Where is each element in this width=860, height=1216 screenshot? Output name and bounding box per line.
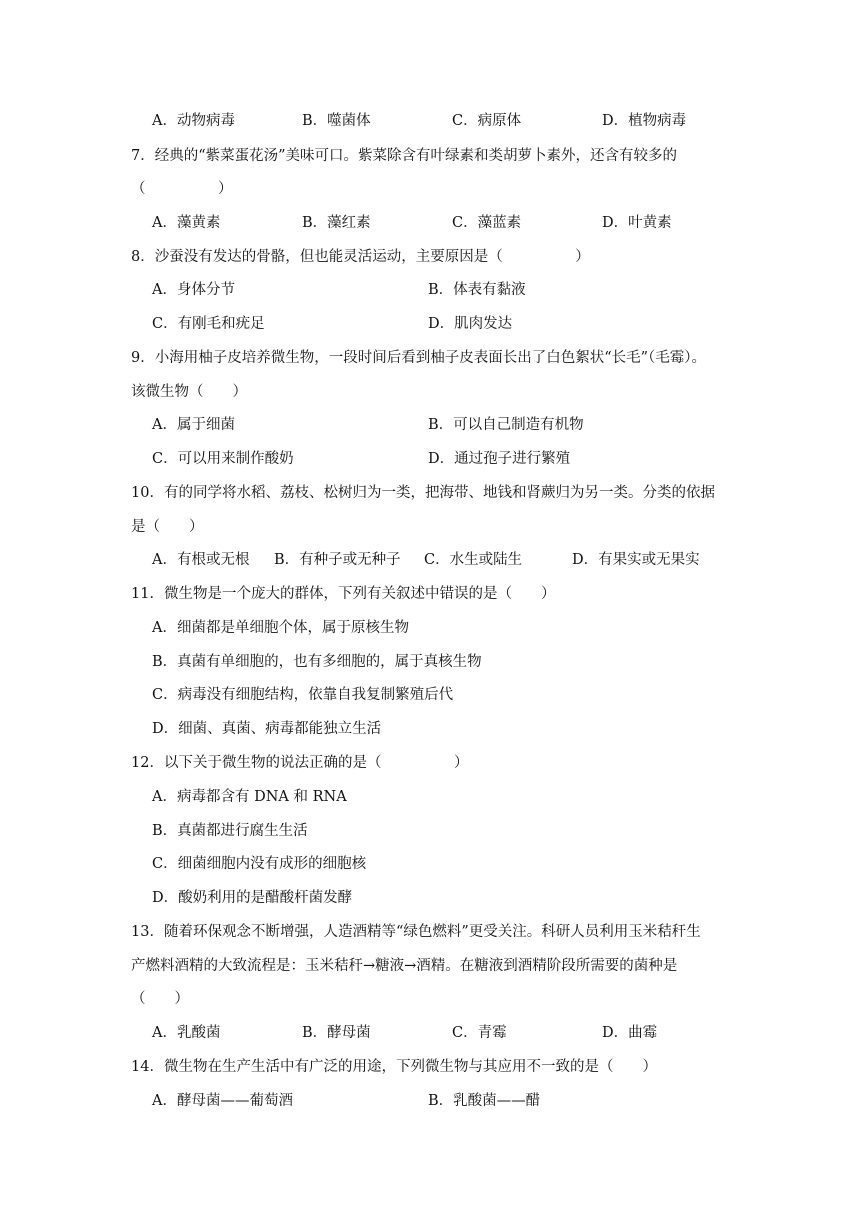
q13-option-a: A．乳酸菌 bbox=[152, 1025, 221, 1041]
q9-options-row1 bbox=[152, 415, 584, 435]
q9-stem-cont: 该微生物（ ） bbox=[131, 384, 247, 400]
q13-option-d: D．曲霉 bbox=[602, 1025, 658, 1041]
q14-option-b: B．乳酸菌——醋 bbox=[428, 1093, 541, 1109]
q8-option-d: D．肌肉发达 bbox=[428, 316, 513, 332]
q7-stem-cont: （ ） bbox=[131, 181, 233, 197]
q13-option-b: B．酵母菌 bbox=[302, 1025, 371, 1041]
q11-option-c: C．病毒没有细胞结构，依靠自我复制繁殖后代 bbox=[152, 687, 454, 703]
q9-option-a: A．属于细菌 bbox=[152, 417, 235, 433]
q10-option-b: B．有种子或无种子 bbox=[274, 552, 401, 568]
q11-option-d: D．细菌、真菌、病毒都能独立生活 bbox=[152, 721, 382, 737]
q13-stem-cont: 产燃料酒精的大致流程是：玉米秸秆→糖液→酒精。在糖液到酒精阶段所需要的菌种是 bbox=[131, 958, 678, 974]
q9-stem: 9．小海用柚子皮培养微生物，一段时间后看到柚子皮表面长出了白色絮状“长毛”（毛霉）。 bbox=[131, 350, 707, 366]
q10-options bbox=[152, 550, 700, 570]
q8-option-b: B．体表有黏液 bbox=[428, 282, 526, 298]
q7-option-a: A．藻黄素 bbox=[152, 215, 221, 231]
q11-stem: 11．微生物是一个庞大的群体，下列有关叙述中错误的是（ ） bbox=[131, 586, 556, 602]
q14-options bbox=[152, 1091, 540, 1111]
q7-options bbox=[152, 213, 672, 233]
q10-option-c: C．水生或陆生 bbox=[424, 552, 523, 568]
q10-option-a: A．有根或无根 bbox=[152, 552, 250, 568]
q6-options bbox=[152, 111, 686, 131]
q7-stem: 7．经典的“紫菜蛋花汤”美味可口。紫菜除含有叶绿素和类胡萝卜素外，还含有较多的 bbox=[131, 148, 678, 164]
q13-option-c: C．青霉 bbox=[452, 1025, 507, 1041]
q6-option-b: B．噬菌体 bbox=[302, 113, 371, 129]
q7-option-d: D．叶黄素 bbox=[602, 215, 672, 231]
q14-stem: 14．微生物在生产生活中有广泛的用途，下列微生物与其应用不一致的是（ ） bbox=[131, 1059, 657, 1075]
q6-option-a: A．动物病毒 bbox=[152, 113, 235, 129]
q11-option-b: B．真菌有单细胞的，也有多细胞的，属于真核生物 bbox=[152, 654, 482, 670]
q8-option-c: C．有刚毛和疣足 bbox=[152, 316, 265, 332]
q6-option-d: D．植物病毒 bbox=[602, 113, 687, 129]
q11-option-a: A．细菌都是单细胞个体，属于原核生物 bbox=[152, 620, 409, 636]
q12-option-d: D．酸奶利用的是醋酸杆菌发酵 bbox=[152, 890, 353, 906]
q13-stem: 13．随着环保观念不断增强，人造酒精等“绿色燃料”更受关注。科研人员利用玉米秸秆生 bbox=[131, 924, 701, 940]
q10-stem-cont: 是（ ） bbox=[131, 519, 204, 535]
q12-stem: 12．以下关于微生物的说法正确的是（ ） bbox=[131, 755, 469, 771]
q9-options-row2 bbox=[152, 449, 570, 469]
q7-option-c: C．藻蓝素 bbox=[452, 215, 522, 231]
q8-option-a: A．身体分节 bbox=[152, 282, 235, 298]
q12-option-a: A．病毒都含有 DNA 和 RNA bbox=[152, 789, 347, 805]
q13-stem-cont2: （ ） bbox=[131, 991, 189, 1007]
q9-option-b: B．可以自己制造有机物 bbox=[428, 417, 584, 433]
q9-option-d: D．通过孢子进行繁殖 bbox=[428, 451, 571, 467]
q8-options-row2 bbox=[152, 314, 512, 334]
q12-option-c: C．细菌细胞内没有成形的细胞核 bbox=[152, 856, 367, 872]
q10-option-d: D．有果实或无果实 bbox=[572, 552, 700, 568]
q8-stem: 8．沙蚕没有发达的骨骼，但也能灵活运动，主要原因是（ ） bbox=[131, 249, 590, 265]
q13-options bbox=[152, 1023, 657, 1043]
q10-stem: 10．有的同学将水稻、荔枝、松树归为一类，把海带、地钱和肾蕨归为另一类。分类的依据 bbox=[131, 485, 715, 501]
q12-option-b: B．真菌都进行腐生生活 bbox=[152, 823, 308, 839]
q6-option-c: C．病原体 bbox=[452, 113, 522, 129]
q9-option-c: C．可以用来制作酸奶 bbox=[152, 451, 294, 467]
q7-option-b: B．藻红素 bbox=[302, 215, 371, 231]
q14-option-a: A．酵母菌——葡萄酒 bbox=[152, 1093, 293, 1109]
q8-options-row1 bbox=[152, 280, 526, 300]
